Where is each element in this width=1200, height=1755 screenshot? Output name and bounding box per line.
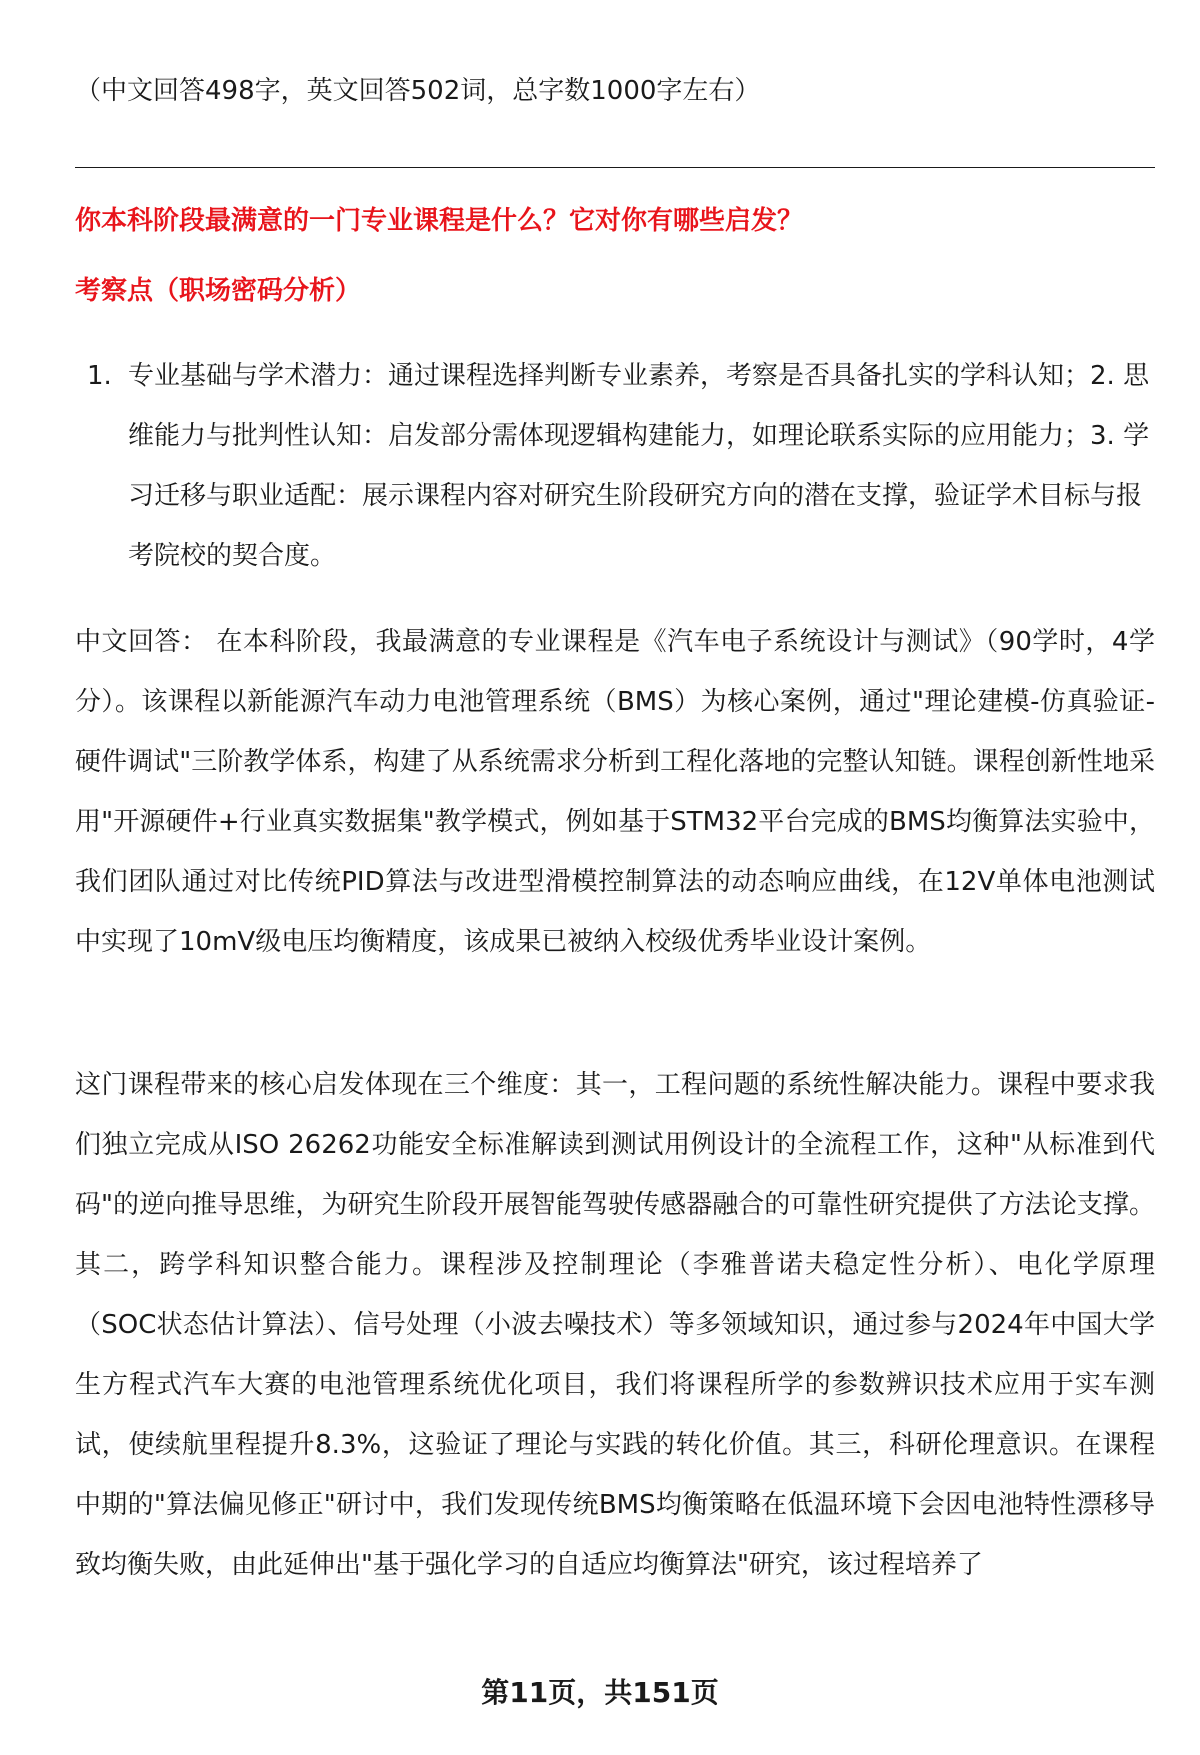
question-title: 你本科阶段最满意的一门专业课程是什么？它对你有哪些启发？ [75, 206, 804, 236]
list-item-number: 1. [87, 361, 112, 391]
answer-paragraph-2: 这门课程带来的核心启发体现在三个维度：其一，工程问题的系统性解决能力。课程中要求我们独立完成从ISO 26262功能安全标准解读到测试用例设计的全流程工作，这种"从标准到代码"的逆向推导思维，为研究生阶段开展智能驾驶传感器融合的可靠性研究提供了方法论支撑。其二，跨学科知识整合能力。课程涉及控制理论（李雅普诺夫稳定性分析）、电化学原理（SOC状态估计算法）、信号处理（小波去噪技术）等多领域知识，通过参与2024年中国大学生方程式汽车大赛的电池管理系统优化项目，我们将课程所学的参数辨识技术应用于实车测试，使续航里程提升8.3%，这验证了理论与实践的转化价值。其三，科研伦理意识。在课程中期的"算法偏见修正"研讨中，我们发现传统BMS均衡策略在低温环境下会因电池特性漂移导致均衡失败，由此延伸出"基于强化学习的自适应均衡算法"研究，该过程培养了 [75, 1070, 1155, 1580]
word-count-summary: （中文回答498字，英文回答502词，总字数1000字左右） [75, 76, 761, 106]
section-divider [75, 167, 1155, 168]
assessment-points-heading: 考察点（职场密码分析） [75, 276, 362, 306]
assessment-points-list [75, 346, 1155, 586]
list-item-text: 专业基础与学术潜力：通过课程选择判断专业素养，考察是否具备扎实的学科认知；2. 思维能力与批判性认知：启发部分需体现逻辑构建能力，如理论联系实际的应用能力；3. 学习迁移与职业适配：展示课程内容对研究生阶段研究方向的潜在支撑，验证学术目标与报考院校的契合度。 [128, 361, 1150, 571]
list-item [75, 346, 1155, 586]
answer-paragraph-1: 中文回答： 在本科阶段，我最满意的专业课程是《汽车电子系统设计与测试》（90学时，4学分）。该课程以新能源汽车动力电池管理系统（BMS）为核心案例，通过"理论建模-仿真验证-硬件调试"三阶教学体系，构建了从系统需求分析到工程化落地的完整认知链。课程创新性地采用"开源硬件+行业真实数据集"教学模式，例如基于STM32平台完成的BMS均衡算法实验中，我们团队通过对比传统PID算法与改进型滑模控制算法的动态响应曲线，在12V单体电池测试中实现了10mV级电压均衡精度，该成果已被纳入校级优秀毕业设计案例。 [75, 627, 1155, 957]
page-number-footer: 第11页，共151页 [481, 1676, 719, 1709]
